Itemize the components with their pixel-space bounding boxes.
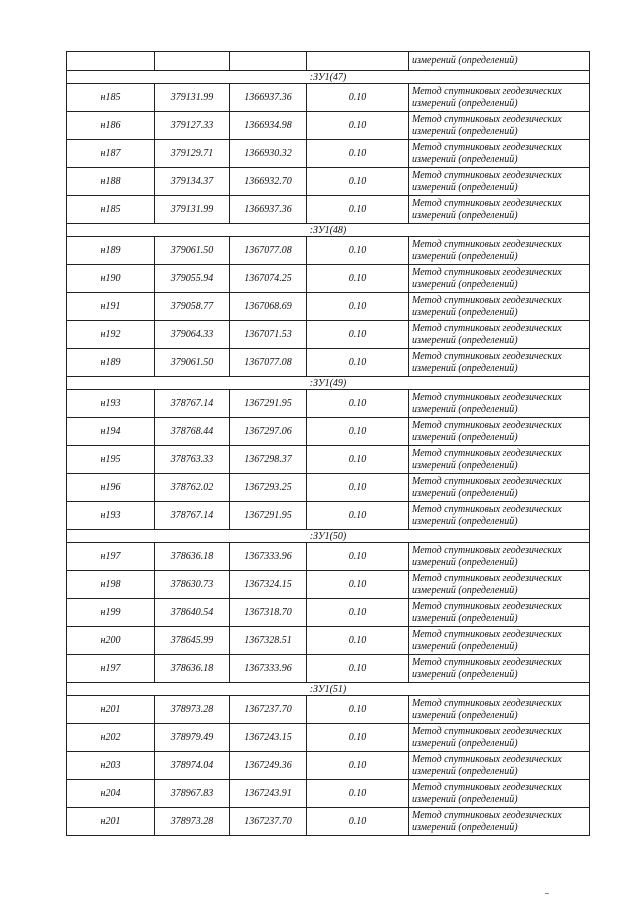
x-coordinate: 379131.99 bbox=[155, 196, 230, 224]
method-cell bbox=[409, 696, 590, 724]
precision-value: 0.10 bbox=[307, 196, 409, 224]
method-cell bbox=[409, 196, 590, 224]
x-coordinate: 379055.94 bbox=[155, 265, 230, 293]
point-name: н189 bbox=[67, 349, 155, 377]
y-coordinate: 1367071.53 bbox=[230, 321, 307, 349]
method-cell: измерений (определений) bbox=[409, 52, 590, 71]
precision-value: 0.10 bbox=[307, 543, 409, 571]
point-name: н187 bbox=[67, 140, 155, 168]
point-name: н195 bbox=[67, 446, 155, 474]
precision-value: 0.10 bbox=[307, 655, 409, 683]
method-cell bbox=[409, 84, 590, 112]
y-coordinate: 1366937.36 bbox=[230, 196, 307, 224]
table-row bbox=[67, 446, 590, 474]
point-name: н203 bbox=[67, 752, 155, 780]
method-line-2: измерений (определений) bbox=[412, 765, 518, 777]
method-cell bbox=[409, 655, 590, 683]
precision-value: 0.10 bbox=[307, 808, 409, 836]
parcel-header-row bbox=[67, 71, 590, 84]
method-cell bbox=[409, 446, 590, 474]
point-name: н204 bbox=[67, 780, 155, 808]
x-coordinate: 378640.54 bbox=[155, 599, 230, 627]
method-line-1: Метод спутниковых геодезических bbox=[412, 350, 562, 362]
point-name: н188 bbox=[67, 168, 155, 196]
point-name: н202 bbox=[67, 724, 155, 752]
x-coordinate: 379058.77 bbox=[155, 293, 230, 321]
precision-value: 0.10 bbox=[307, 349, 409, 377]
y-coordinate: 1367243.15 bbox=[230, 724, 307, 752]
y-coordinate: 1366930.32 bbox=[230, 140, 307, 168]
table-row bbox=[67, 140, 590, 168]
x-coordinate: 379131.99 bbox=[155, 84, 230, 112]
y-coordinate: 1367074.25 bbox=[230, 265, 307, 293]
method-line-1: Метод спутниковых геодезических bbox=[412, 169, 562, 181]
table-row bbox=[67, 655, 590, 683]
method-cell bbox=[409, 808, 590, 836]
x-coordinate: 378636.18 bbox=[155, 655, 230, 683]
parcel-title: :ЗУ1(49) bbox=[67, 377, 590, 390]
method-cell bbox=[409, 599, 590, 627]
precision-value: 0.10 bbox=[307, 599, 409, 627]
method-line-1: Метод спутниковых геодезических bbox=[412, 113, 562, 125]
table-row bbox=[67, 696, 590, 724]
x-coordinate: 379061.50 bbox=[155, 349, 230, 377]
parcel-header-row bbox=[67, 530, 590, 543]
x-coordinate: 379129.71 bbox=[155, 140, 230, 168]
precision-value: 0.10 bbox=[307, 418, 409, 446]
method-line-2: измерений (определений) bbox=[412, 209, 518, 221]
y-coordinate: 1367077.08 bbox=[230, 349, 307, 377]
method-cell bbox=[409, 502, 590, 530]
method-line-1: Метод спутниковых геодезических bbox=[412, 294, 562, 306]
method-line-2: измерений (определений) bbox=[412, 181, 518, 193]
point-name: н198 bbox=[67, 571, 155, 599]
method-cell bbox=[409, 140, 590, 168]
method-cell bbox=[409, 265, 590, 293]
point-name: н189 bbox=[67, 237, 155, 265]
table-row bbox=[67, 196, 590, 224]
x-coordinate: 379064.33 bbox=[155, 321, 230, 349]
parcel-header-row bbox=[67, 683, 590, 696]
empty-cell bbox=[307, 52, 409, 71]
method-line-1: Метод спутниковых геодезических bbox=[412, 447, 562, 459]
table-row bbox=[67, 293, 590, 321]
method-line-2: измерений (определений) bbox=[412, 793, 518, 805]
table-row bbox=[67, 84, 590, 112]
continuation-row bbox=[67, 52, 590, 71]
method-line-2: измерений (определений) bbox=[412, 153, 518, 165]
method-line-1: Метод спутниковых геодезических bbox=[412, 266, 562, 278]
precision-value: 0.10 bbox=[307, 293, 409, 321]
method-line-2: измерений (определений) bbox=[412, 709, 518, 721]
method-line-2: измерений (определений) bbox=[412, 640, 518, 652]
precision-value: 0.10 bbox=[307, 627, 409, 655]
method-line-2: измерений (определений) bbox=[412, 612, 518, 624]
method-cell bbox=[409, 474, 590, 502]
method-line-2: измерений (определений) bbox=[412, 306, 518, 318]
y-coordinate: 1367298.37 bbox=[230, 446, 307, 474]
y-coordinate: 1366937.36 bbox=[230, 84, 307, 112]
table-row bbox=[67, 349, 590, 377]
point-name: н185 bbox=[67, 196, 155, 224]
y-coordinate: 1367291.95 bbox=[230, 390, 307, 418]
point-name: н196 bbox=[67, 474, 155, 502]
x-coordinate: 378767.14 bbox=[155, 390, 230, 418]
method-cell bbox=[409, 543, 590, 571]
method-cell bbox=[409, 780, 590, 808]
precision-value: 0.10 bbox=[307, 321, 409, 349]
method-line-2: измерений (определений) bbox=[412, 334, 518, 346]
method-line-2: измерений (определений) bbox=[412, 487, 518, 499]
table-row bbox=[67, 808, 590, 836]
point-name: н190 bbox=[67, 265, 155, 293]
method-line-1: Метод спутниковых геодезических bbox=[412, 419, 562, 431]
x-coordinate: 378630.73 bbox=[155, 571, 230, 599]
y-coordinate: 1367333.96 bbox=[230, 543, 307, 571]
method-line-1: Метод спутниковых геодезических bbox=[412, 656, 562, 668]
point-name: н185 bbox=[67, 84, 155, 112]
y-coordinate: 1367237.70 bbox=[230, 696, 307, 724]
method-line-2: измерений (определений) bbox=[412, 403, 518, 415]
point-name: н191 bbox=[67, 293, 155, 321]
method-cell bbox=[409, 571, 590, 599]
x-coordinate: 378967.83 bbox=[155, 780, 230, 808]
method-line-1: Метод спутниковых геодезических bbox=[412, 544, 562, 556]
y-coordinate: 1367318.70 bbox=[230, 599, 307, 627]
method-line-2: измерений (определений) bbox=[412, 278, 518, 290]
y-coordinate: 1367068.69 bbox=[230, 293, 307, 321]
coordinates-table-body bbox=[67, 52, 590, 836]
x-coordinate: 378768.44 bbox=[155, 418, 230, 446]
method-line-1: Метод спутниковых геодезических bbox=[412, 85, 562, 97]
method-line-1: Метод спутниковых геодезических bbox=[412, 322, 562, 334]
empty-cell bbox=[67, 52, 155, 71]
point-name: н197 bbox=[67, 543, 155, 571]
precision-value: 0.10 bbox=[307, 140, 409, 168]
x-coordinate: 378636.18 bbox=[155, 543, 230, 571]
precision-value: 0.10 bbox=[307, 112, 409, 140]
point-name: н197 bbox=[67, 655, 155, 683]
parcel-title: :ЗУ1(48) bbox=[67, 224, 590, 237]
method-line-1: Метод спутниковых геодезических bbox=[412, 600, 562, 612]
point-name: н199 bbox=[67, 599, 155, 627]
method-line-1: Метод спутниковых геодезических bbox=[412, 725, 562, 737]
precision-value: 0.10 bbox=[307, 502, 409, 530]
empty-cell bbox=[230, 52, 307, 71]
coordinates-table bbox=[66, 51, 590, 836]
table-row bbox=[67, 265, 590, 293]
point-name: н194 bbox=[67, 418, 155, 446]
table-row bbox=[67, 599, 590, 627]
y-coordinate: 1367077.08 bbox=[230, 237, 307, 265]
method-line-1: Метод спутниковых геодезических bbox=[412, 197, 562, 209]
point-name: н193 bbox=[67, 502, 155, 530]
method-line-1: Метод спутниковых геодезических bbox=[412, 809, 562, 821]
method-line-1: Метод спутниковых геодезических bbox=[412, 697, 562, 709]
x-coordinate: 378973.28 bbox=[155, 808, 230, 836]
x-coordinate: 378973.28 bbox=[155, 696, 230, 724]
table-row bbox=[67, 112, 590, 140]
x-coordinate: 378762.02 bbox=[155, 474, 230, 502]
table-row bbox=[67, 752, 590, 780]
method-cell bbox=[409, 724, 590, 752]
method-line-2: измерений (определений) bbox=[412, 431, 518, 443]
x-coordinate: 379134.37 bbox=[155, 168, 230, 196]
method-line-2: измерений (определений) bbox=[412, 668, 518, 680]
table-row bbox=[67, 502, 590, 530]
scan-speck bbox=[545, 893, 549, 894]
parcel-title: :ЗУ1(50) bbox=[67, 530, 590, 543]
table-row bbox=[67, 418, 590, 446]
point-name: н193 bbox=[67, 390, 155, 418]
x-coordinate: 378767.14 bbox=[155, 502, 230, 530]
table-row bbox=[67, 168, 590, 196]
y-coordinate: 1367324.15 bbox=[230, 571, 307, 599]
point-name: н201 bbox=[67, 696, 155, 724]
parcel-header-row bbox=[67, 224, 590, 237]
x-coordinate: 378974.04 bbox=[155, 752, 230, 780]
method-line-2: измерений (определений) bbox=[412, 584, 518, 596]
x-coordinate: 378763.33 bbox=[155, 446, 230, 474]
y-coordinate: 1367237.70 bbox=[230, 808, 307, 836]
method-line-2: измерений (определений) bbox=[412, 362, 518, 374]
method-cell bbox=[409, 752, 590, 780]
method-line-2: измерений (определений) bbox=[412, 515, 518, 527]
point-name: н192 bbox=[67, 321, 155, 349]
table-row bbox=[67, 724, 590, 752]
table-row bbox=[67, 321, 590, 349]
precision-value: 0.10 bbox=[307, 446, 409, 474]
method-cell bbox=[409, 418, 590, 446]
method-cell bbox=[409, 293, 590, 321]
method-line-1: Метод спутниковых геодезических bbox=[412, 238, 562, 250]
precision-value: 0.10 bbox=[307, 474, 409, 502]
method-line-1: Метод спутниковых геодезических bbox=[412, 391, 562, 403]
precision-value: 0.10 bbox=[307, 84, 409, 112]
method-cell bbox=[409, 349, 590, 377]
method-cell bbox=[409, 321, 590, 349]
y-coordinate: 1367333.96 bbox=[230, 655, 307, 683]
parcel-title: :ЗУ1(51) bbox=[67, 683, 590, 696]
parcel-header-row bbox=[67, 377, 590, 390]
method-cell bbox=[409, 237, 590, 265]
point-name: н186 bbox=[67, 112, 155, 140]
method-line-2: измерений (определений) bbox=[412, 250, 518, 262]
y-coordinate: 1367328.51 bbox=[230, 627, 307, 655]
method-line-1: Метод спутниковых геодезических bbox=[412, 628, 562, 640]
x-coordinate: 379061.50 bbox=[155, 237, 230, 265]
parcel-title: :ЗУ1(47) bbox=[67, 71, 590, 84]
table-row bbox=[67, 543, 590, 571]
method-line-1: Метод спутниковых геодезических bbox=[412, 572, 562, 584]
y-coordinate: 1367297.06 bbox=[230, 418, 307, 446]
y-coordinate: 1366932.70 bbox=[230, 168, 307, 196]
method-line-1: Метод спутниковых геодезических bbox=[412, 503, 562, 515]
precision-value: 0.10 bbox=[307, 696, 409, 724]
method-line-2: измерений (определений) bbox=[412, 125, 518, 137]
table-row bbox=[67, 571, 590, 599]
method-cell bbox=[409, 112, 590, 140]
y-coordinate: 1367249.36 bbox=[230, 752, 307, 780]
method-cell bbox=[409, 390, 590, 418]
method-line-1: Метод спутниковых геодезических bbox=[412, 753, 562, 765]
method-line-1: Метод спутниковых геодезических bbox=[412, 475, 562, 487]
precision-value: 0.10 bbox=[307, 724, 409, 752]
precision-value: 0.10 bbox=[307, 168, 409, 196]
precision-value: 0.10 bbox=[307, 237, 409, 265]
table-row bbox=[67, 627, 590, 655]
method-cell bbox=[409, 168, 590, 196]
method-line-2: измерений (определений) bbox=[412, 737, 518, 749]
table-row bbox=[67, 474, 590, 502]
precision-value: 0.10 bbox=[307, 780, 409, 808]
method-line-2: измерений (определений) bbox=[412, 821, 518, 833]
method-line-2: измерений (определений) bbox=[412, 97, 518, 109]
precision-value: 0.10 bbox=[307, 752, 409, 780]
method-line-1: Метод спутниковых геодезических bbox=[412, 141, 562, 153]
empty-cell bbox=[155, 52, 230, 71]
y-coordinate: 1366934.98 bbox=[230, 112, 307, 140]
precision-value: 0.10 bbox=[307, 265, 409, 293]
precision-value: 0.10 bbox=[307, 571, 409, 599]
y-coordinate: 1367243.91 bbox=[230, 780, 307, 808]
point-name: н200 bbox=[67, 627, 155, 655]
table-row bbox=[67, 390, 590, 418]
point-name: н201 bbox=[67, 808, 155, 836]
y-coordinate: 1367293.25 bbox=[230, 474, 307, 502]
table-row bbox=[67, 237, 590, 265]
x-coordinate: 378979.49 bbox=[155, 724, 230, 752]
method-line-2: измерений (определений) bbox=[412, 556, 518, 568]
method-cell bbox=[409, 627, 590, 655]
method-line-2: измерений (определений) bbox=[412, 459, 518, 471]
method-line-1: Метод спутниковых геодезических bbox=[412, 781, 562, 793]
precision-value: 0.10 bbox=[307, 390, 409, 418]
x-coordinate: 379127.33 bbox=[155, 112, 230, 140]
table-row bbox=[67, 780, 590, 808]
y-coordinate: 1367291.95 bbox=[230, 502, 307, 530]
x-coordinate: 378645.99 bbox=[155, 627, 230, 655]
